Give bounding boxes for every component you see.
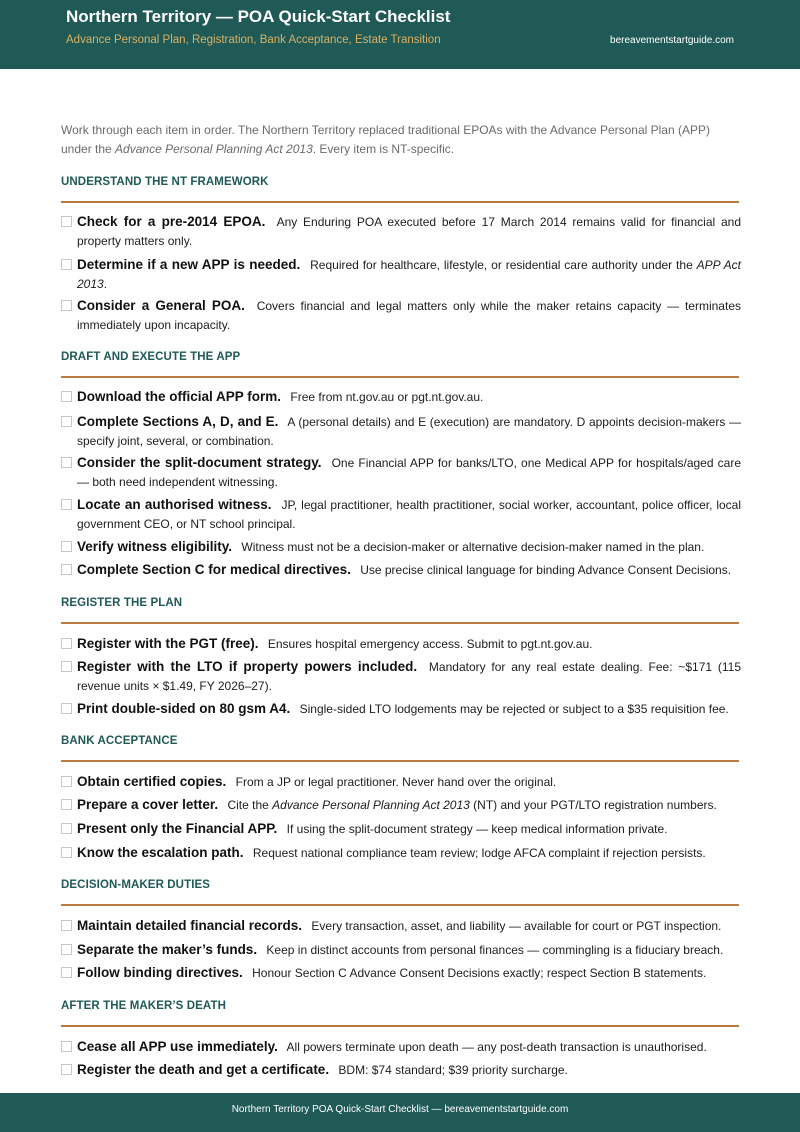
checklist-item[interactable] bbox=[61, 1060, 741, 1080]
item-description: Keep in distinct accounts from personal finances — commingling is a fiduciary breach. bbox=[266, 943, 724, 957]
item-italic: APP Act 2013 bbox=[77, 258, 741, 291]
item-description: Honour Section C Advance Consent Decisions exactly; respect Section B statements. bbox=[252, 966, 707, 980]
section-understand-framework bbox=[61, 176, 739, 188]
checkbox[interactable] bbox=[61, 703, 72, 714]
item-label: Consider the split-document strategy. bbox=[77, 455, 322, 470]
item-description: Use precise clinical language for binding Advance Consent Decisions. bbox=[360, 563, 732, 577]
intro-act-title: Advance Personal Planning Act 2013 bbox=[115, 142, 313, 156]
section-divider bbox=[61, 376, 739, 378]
intro-text-2: . Every item is NT-specific. bbox=[312, 142, 455, 156]
section-divider bbox=[61, 1025, 739, 1027]
section-draft-execute bbox=[61, 351, 739, 363]
item-label: Verify witness eligibility. bbox=[77, 539, 233, 554]
checkbox[interactable] bbox=[61, 638, 72, 649]
item-label: Obtain certified copies. bbox=[77, 774, 227, 789]
checkbox[interactable] bbox=[61, 541, 72, 552]
section-divider bbox=[61, 622, 739, 624]
item-description: Witness must not be a decision-maker or alternative decision-maker named in the plan. bbox=[241, 540, 705, 554]
item-description: Any Enduring POA executed before 17 March 2014 remains valid for financial and property matters only. bbox=[77, 215, 742, 248]
section-bank-acceptance bbox=[61, 735, 739, 747]
item-description: Ensures hospital emergency access. Submit to pgt.nt.gov.au. bbox=[267, 637, 593, 651]
checklist-item[interactable] bbox=[61, 699, 741, 719]
checklist-item[interactable] bbox=[61, 634, 741, 654]
checkbox[interactable] bbox=[61, 847, 72, 858]
checkbox[interactable] bbox=[61, 1041, 72, 1052]
item-label: Separate the maker’s funds. bbox=[77, 942, 258, 957]
section-divider bbox=[61, 201, 739, 203]
checkbox[interactable] bbox=[61, 391, 72, 402]
checkbox[interactable] bbox=[61, 1064, 72, 1075]
item-label: Maintain detailed financial records. bbox=[77, 918, 303, 933]
item-description: Cite the bbox=[227, 798, 273, 812]
item-description: A (personal details) and E (execution) are mandatory. D appoints decision-makers — specify joint, several, or combination. bbox=[77, 415, 741, 448]
checklist-item[interactable] bbox=[61, 819, 741, 839]
checkbox[interactable] bbox=[61, 944, 72, 955]
item-description: Free from nt.gov.au or pgt.nt.gov.au. bbox=[290, 390, 484, 404]
checklist-item[interactable] bbox=[61, 560, 741, 580]
item-description: If using the split-document strategy — keep medical information private. bbox=[286, 822, 668, 836]
page-subtitle: Advance Personal Plan, Registration, Bank Acceptance, Estate Transition bbox=[66, 34, 441, 46]
item-description: Mandatory for any real estate dealing. Fee: ~$171 (115 revenue units × $1.49, FY 2026–27). bbox=[77, 660, 741, 693]
checkbox[interactable] bbox=[61, 457, 72, 468]
site-url: bereavementstartguide.com bbox=[610, 35, 734, 46]
checkbox[interactable] bbox=[61, 661, 72, 672]
item-description: BDM: $74 standard; $39 priority surcharge. bbox=[338, 1063, 568, 1077]
checkbox[interactable] bbox=[61, 216, 72, 227]
section-heading: DRAFT AND EXECUTE THE APP bbox=[61, 351, 241, 363]
checklist-item[interactable] bbox=[61, 453, 741, 492]
checklist-item[interactable] bbox=[61, 916, 741, 936]
checkbox[interactable] bbox=[61, 300, 72, 311]
item-description-end: (NT) and your PGT/LTO registration numbers. bbox=[469, 798, 717, 812]
checkbox[interactable] bbox=[61, 416, 72, 427]
checklist-item[interactable] bbox=[61, 387, 741, 407]
page-title: Northern Territory — POA Quick-Start Checklist bbox=[66, 7, 451, 26]
item-label: Locate an authorised witness. bbox=[77, 497, 272, 512]
item-label: Follow binding directives. bbox=[77, 965, 243, 980]
item-description: All powers terminate upon death — any post-death transaction is unauthorised. bbox=[286, 1040, 707, 1054]
section-heading: REGISTER THE PLAN bbox=[61, 597, 183, 609]
checklist-item[interactable] bbox=[61, 212, 741, 251]
intro-text-1: Work through each item in order. The Northern Territory replaced traditional EPOAs with the Advance Personal Plan (APP) under the bbox=[61, 123, 710, 156]
checkbox[interactable] bbox=[61, 799, 72, 810]
item-label: Prepare a cover letter. bbox=[77, 797, 219, 812]
item-label: Download the official APP form. bbox=[77, 389, 282, 404]
checklist-item[interactable] bbox=[61, 255, 741, 294]
item-label: Print double-sided on 80 gsm A4. bbox=[77, 701, 291, 716]
checklist-item[interactable] bbox=[61, 772, 741, 792]
section-decision-maker-duties bbox=[61, 879, 739, 891]
section-heading: DECISION-MAKER DUTIES bbox=[61, 879, 211, 891]
item-label: Present only the Financial APP. bbox=[77, 821, 278, 836]
checklist-item[interactable] bbox=[61, 537, 741, 557]
item-label: Register with the LTO if property powers included. bbox=[77, 659, 418, 674]
checkbox[interactable] bbox=[61, 776, 72, 787]
item-label: Register with the PGT (free). bbox=[77, 636, 259, 651]
item-label: Check for a pre-2014 EPOA. bbox=[77, 214, 266, 229]
section-divider bbox=[61, 760, 739, 762]
item-label: Register the death and get a certificate. bbox=[77, 1062, 330, 1077]
checklist-item[interactable] bbox=[61, 1037, 741, 1057]
checkbox[interactable] bbox=[61, 259, 72, 270]
item-label: Know the escalation path. bbox=[77, 845, 244, 860]
item-description: JP, legal practitioner, health practitioner, social worker, accountant, police officer, local government CEO, or NT school principal. bbox=[77, 498, 742, 531]
section-heading: AFTER THE MAKER’S DEATH bbox=[61, 1000, 227, 1012]
checkbox[interactable] bbox=[61, 564, 72, 575]
checklist-item[interactable] bbox=[61, 657, 741, 696]
item-label: Cease all APP use immediately. bbox=[77, 1039, 278, 1054]
checkbox[interactable] bbox=[61, 967, 72, 978]
checklist-item[interactable] bbox=[61, 296, 741, 335]
item-label: Complete Section C for medical directives. bbox=[77, 562, 351, 577]
item-description: Single-sided LTO lodgements may be rejected or subject to a $35 requisition fee. bbox=[299, 702, 729, 716]
item-description: Covers financial and legal matters only while the maker retains capacity — terminates immediately upon incapacity. bbox=[77, 299, 741, 332]
checklist-item[interactable] bbox=[61, 963, 741, 983]
item-label: Determine if a new APP is needed. bbox=[77, 257, 301, 272]
footer-banner bbox=[0, 1093, 800, 1132]
intro-paragraph bbox=[61, 121, 741, 159]
item-description: Request national compliance team review; lodge AFCA complaint if rejection persists. bbox=[252, 846, 706, 860]
item-label: Complete Sections A, D, and E. bbox=[77, 414, 279, 429]
section-heading: UNDERSTAND THE NT FRAMEWORK bbox=[61, 176, 269, 188]
footer-text: Northern Territory POA Quick-Start Checklist — bereavementstartguide.com bbox=[231, 1104, 569, 1115]
item-description: From a JP or legal practitioner. Never hand over the original. bbox=[235, 775, 557, 789]
item-description-end: . bbox=[103, 277, 108, 291]
checkbox[interactable] bbox=[61, 920, 72, 931]
checklist-item[interactable] bbox=[61, 495, 741, 534]
item-label: Consider a General POA. bbox=[77, 298, 245, 313]
section-register-plan bbox=[61, 597, 739, 609]
section-heading: BANK ACCEPTANCE bbox=[61, 735, 178, 747]
checklist-item[interactable] bbox=[61, 940, 741, 960]
header-banner bbox=[0, 0, 800, 69]
section-after-death bbox=[61, 1000, 739, 1012]
item-italic: Advance Personal Planning Act 2013 bbox=[272, 798, 470, 812]
item-description: Every transaction, asset, and liability — available for court or PGT inspection. bbox=[311, 919, 722, 933]
checklist-item[interactable] bbox=[61, 412, 741, 451]
item-description: Required for healthcare, lifestyle, or residential care authority under the bbox=[310, 258, 697, 272]
checkbox[interactable] bbox=[61, 823, 72, 834]
item-description: One Financial APP for banks/LTO, one Medical APP for hospitals/aged care — both need independent witnessing. bbox=[77, 456, 741, 489]
section-divider bbox=[61, 904, 739, 906]
checklist-item[interactable] bbox=[61, 843, 741, 863]
checklist-item[interactable] bbox=[61, 795, 741, 815]
checkbox[interactable] bbox=[61, 499, 72, 510]
